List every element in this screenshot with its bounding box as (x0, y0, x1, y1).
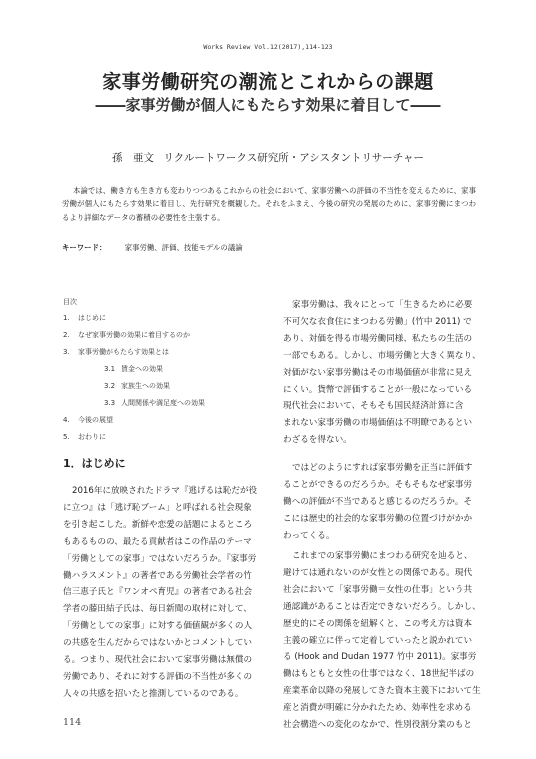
toc-number: 1. (63, 314, 70, 322)
toc-item (63, 347, 169, 357)
toc-label: 今後の展望 (78, 416, 113, 424)
author-name: 孫 亜文 (112, 152, 155, 164)
text-line: わってくる。 (283, 530, 335, 541)
text-line: ることができるのだろうか。そもそもなぜ家事労 (283, 479, 473, 490)
paper-subtitle: ――家事労働が個人にもたらす効果に着目して―― (95, 96, 441, 114)
text-line: こには歴史的社会的な家事労働の位置づけがかか (283, 513, 473, 524)
toc-number: 3.2 (104, 382, 116, 390)
text-line: 働はもともと女性の仕事ではなく、18世紀半ばの (283, 669, 475, 680)
toc-title: 目次 (63, 298, 77, 306)
text-line: 産業革命以降の発展してきた資本主義下において生 (283, 686, 481, 697)
keywords (62, 242, 476, 253)
text-line: 産と消費が明確に分かれたため、効率性を求める (283, 703, 472, 714)
keywords-label: キーワード： (62, 243, 107, 252)
toc-item (63, 415, 113, 425)
toc-number: 3.1 (104, 365, 116, 373)
text-line: 社会構造への変化のなかで、性別役割分業のもと (283, 720, 472, 730)
text-line: 働への評価が不当であると感じるのだろうか。そ (283, 496, 473, 507)
toc-number: 3. (63, 348, 70, 356)
paper-title: 家事労働研究の潮流とこれからの課題 (102, 71, 434, 93)
text-line: 通認識があることは否定できないだろう。しかし、 (283, 601, 481, 612)
text-line: まれない家事労働の市場価値は不明瞭であるとい (283, 418, 473, 429)
text-line: 一部でもある。しかし、市場労働と大きく異なり、 (283, 350, 481, 361)
toc-label: 家事労働がもたらす効果とは (78, 348, 169, 356)
text-line: 「労働としての家事」ではないだろうか。『家事労 (63, 553, 257, 564)
toc-label: はじめに (78, 314, 106, 322)
toc-item (63, 432, 106, 442)
toc-item (63, 313, 106, 323)
toc-label: 賃金への効果 (121, 365, 163, 373)
toc-item (63, 330, 190, 340)
text-line: 労働であり、それに対する評価の不当性が多くの (63, 671, 253, 682)
text-line: 対価がない家事労働はその市場価値が非常に見え (283, 367, 473, 378)
text-line: る (Hook and Dudan 1977 竹中 2011)。家事労 (283, 652, 477, 663)
toc-label: おわりに (78, 433, 106, 441)
text-line: これまでの家事労働にまつわる研究を辿ると、 (292, 551, 473, 561)
text-line: 不可欠な衣食住にまつわる労働」(竹中 2011) で (283, 316, 472, 327)
toc-label: 家族生への効果 (121, 382, 170, 390)
text-line: あり、対価を得る市場労働同様、私たちの生活の (283, 333, 473, 344)
text-line: 信三恵子氏と『ワンオペ育児』の著者である社会 (63, 587, 253, 598)
toc-item (104, 398, 205, 408)
text-line: 学者の藤田結子氏は、毎日新聞の取材に対して、 (63, 604, 252, 615)
text-line: の共感を生んだからではないかとコメントしてい (63, 638, 252, 649)
toc-item (104, 364, 163, 374)
section-heading: 1．はじめに (63, 457, 126, 470)
toc-number: 3.3 (104, 399, 116, 407)
text-line: わざるを得ない。 (283, 435, 352, 446)
toc-label: なぜ家事労働の効果に着目するのか (78, 331, 190, 339)
toc-number: 2. (63, 331, 70, 339)
text-line: 避けては通れないのが女性との関係である。現代 (283, 567, 473, 578)
text-line: 家事労働は、我々にとって「生きるために必要 (292, 300, 473, 310)
text-line: 主義の確立に伴って定着していったと説かれてい (283, 635, 473, 646)
keywords-value: 家事労働、評価、技能モデルの議論 (124, 243, 243, 252)
text-line: 現代社会において、そもそも国民経済計算に含 (283, 401, 464, 412)
text-line: 社会において「家事労働＝女性の仕事」という共 (283, 584, 473, 595)
toc-item (104, 381, 170, 391)
text-line: ではどのようにすれば家事労働を正当に評価す (292, 463, 473, 473)
text-line: に立つ』は「逃げ恥ブーム」と呼ばれる社会現象 (63, 502, 252, 513)
text-line: る。つまり、現代社会において家事労働は無償の (63, 655, 253, 665)
text-line: もあるものの、最たる貢献者はこの作品のテーマ (63, 536, 252, 547)
abstract: 本論では、働き方も生き方も変わりつつあるこれからの社会において、家事労働への評価の不当性を変えるために、家事労働が個人にもたらす効果に着目し、先行研究を概観した。それをふまえ、今後の研究の発展のために、家事労働にまつわるより詳細なデータの蓄積の必要性を主張する。 (62, 186, 476, 222)
text-line: 「労働としての家事」に対する価値観が多くの人 (63, 621, 253, 632)
text-line: 2016年に放映されたドラマ『逃げるは恥だが役 (72, 486, 258, 496)
text-line: にくい。貨幣で評価することが一般になっている (283, 384, 473, 395)
journal-header: Works Review Vol.12(2017),114-123 (203, 43, 333, 51)
text-line: 人々の共感を招いたと推測しているのである。 (63, 688, 244, 699)
toc-label: 人間関係や満足度への効果 (121, 399, 205, 407)
toc-number: 5. (63, 433, 70, 441)
author-line (0, 150, 536, 165)
text-line: 働ハラスメント』の著者である労働社会学者の竹 (63, 570, 252, 581)
author-affiliation: リクルートワークス研究所・アシスタントリサーチャー (163, 152, 424, 164)
text-line: を引き起こした。新鮮や恋愛の話題によるところ (63, 519, 253, 530)
text-line: 歴史的にその関係を紐解くと、この考え方は資本 (283, 618, 473, 629)
page-number: 114 (63, 717, 82, 728)
toc-number: 4. (63, 416, 70, 424)
